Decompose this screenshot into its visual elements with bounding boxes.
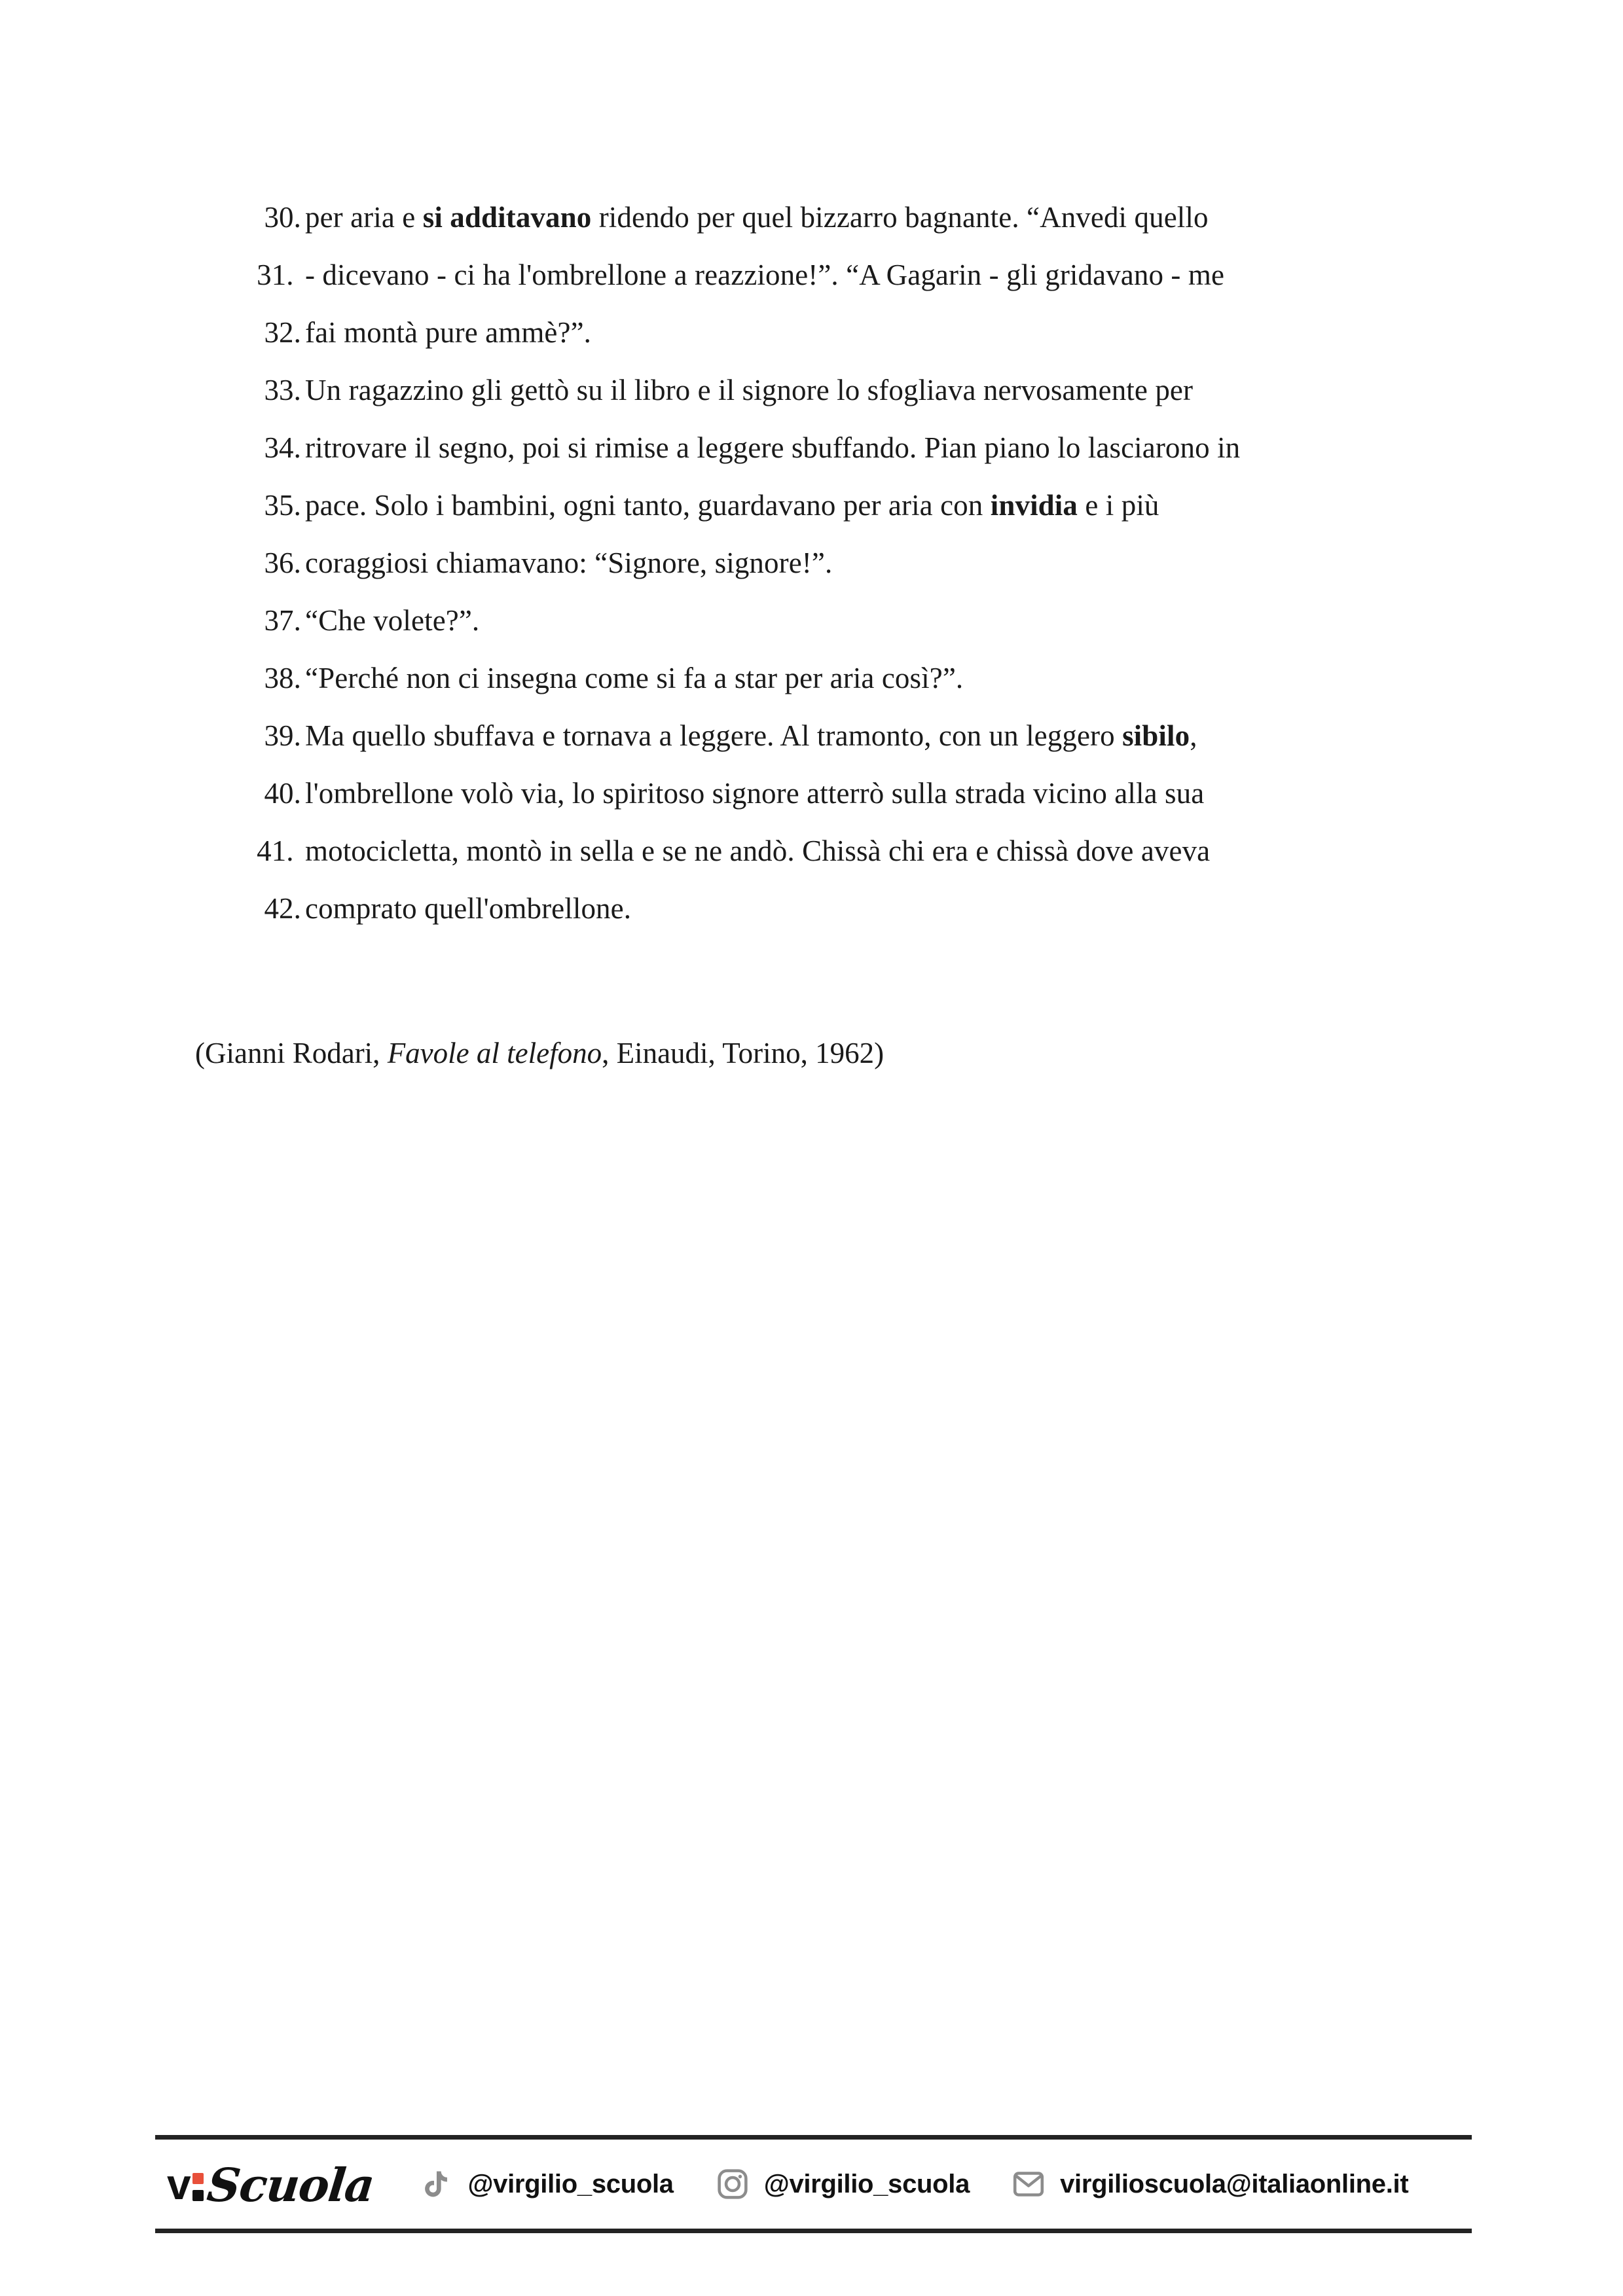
source-attribution [195, 1033, 884, 1073]
line-text-bold: si additavano [422, 201, 592, 234]
line-text-pre: fai montà pure ammè?”. [305, 316, 591, 349]
attribution-title: Favole al telefono [387, 1037, 602, 1069]
passage-line [236, 592, 1440, 649]
passage-line [236, 419, 1440, 476]
tiktok-icon [418, 2166, 454, 2202]
passage-line [236, 822, 1440, 880]
contact-instagram[interactable] [714, 2166, 970, 2202]
virgilio-scuola-logo [167, 2158, 376, 2212]
line-number: 33. [264, 374, 301, 406]
line-text-pre: motocicletta, montò in sella e se ne andò. Chissà chi era e chissà dove aveva [305, 834, 1211, 867]
attribution-prefix: (Gianni Rodari, [195, 1037, 388, 1069]
line-text-post: e i più [1078, 489, 1159, 522]
line-number: 31. [257, 259, 301, 291]
envelope-icon [1010, 2166, 1047, 2202]
line-text [301, 534, 1440, 592]
line-text [301, 419, 1440, 476]
passage-line [236, 764, 1440, 822]
line-number: 30. [264, 201, 301, 234]
line-number: 36. [264, 547, 301, 579]
line-text [301, 246, 1440, 304]
contact-tiktok[interactable] [418, 2166, 673, 2202]
passage-line [236, 476, 1440, 534]
contact-email[interactable] [1010, 2166, 1408, 2202]
line-text-pre: pace. Solo i bambini, ogni tanto, guardavano per aria con [305, 489, 991, 522]
logo-letter-v: v [167, 2160, 191, 2208]
instagram-icon [714, 2166, 751, 2202]
passage-line [236, 361, 1440, 419]
line-text [301, 304, 1440, 361]
line-text [301, 361, 1440, 419]
passage-line [236, 304, 1440, 361]
line-text-pre: comprato quell'ombrellone. [305, 892, 632, 925]
line-text-pre: “Perché non ci insegna come si fa a star per aria così?”. [305, 662, 964, 694]
line-text-pre: coraggiosi chiamavano: “Signore, signore!”. [305, 547, 833, 579]
line-number: 40. [264, 777, 301, 810]
line-number: 39. [264, 719, 301, 752]
line-text [301, 592, 1440, 649]
line-number: 32. [264, 316, 301, 349]
logo-colon-dot-bottom [192, 2190, 204, 2201]
footer-rule-bottom [155, 2229, 1472, 2233]
attribution-suffix: , Einaudi, Torino, 1962) [602, 1037, 884, 1069]
footer-rule-top [155, 2135, 1472, 2140]
line-number: 37. [264, 604, 301, 637]
line-text-pre: - dicevano - ci ha l'ombrellone a reazzione!”. “A Gagarin - gli gridavano - me [305, 259, 1225, 291]
passage-line [236, 246, 1440, 304]
passage-line [236, 649, 1440, 707]
passage-line [236, 188, 1440, 246]
line-number: 41. [257, 834, 301, 867]
footer-content [155, 2140, 1472, 2229]
logo-colon-dot-top [192, 2173, 204, 2184]
line-text [301, 188, 1440, 246]
line-number: 34. [264, 431, 301, 464]
line-text [301, 476, 1440, 534]
line-text-post: , [1190, 719, 1197, 752]
line-text-pre: Ma quello sbuffava e tornava a leggere. Al tramonto, con un leggero [305, 719, 1123, 752]
line-text-pre: l'ombrellone volò via, lo spiritoso signore atterrò sulla strada vicino alla sua [305, 777, 1205, 810]
page-footer [155, 2135, 1472, 2233]
line-number: 38. [264, 662, 301, 694]
logo-wordmark: Scuola [204, 2158, 376, 2212]
contact-label-tiktok: @virgilio_scuola [467, 2170, 674, 2198]
line-text [301, 822, 1440, 880]
line-text-pre: per aria e [305, 201, 423, 234]
line-text-bold: sibilo [1122, 719, 1190, 752]
line-text-bold: invidia [990, 489, 1078, 522]
line-number: 35. [264, 489, 301, 522]
contact-label-email: virgilioscuola@italiaonline.it [1060, 2170, 1409, 2198]
line-text-pre: ritrovare il segno, poi si rimise a leggere sbuffando. Pian piano lo lasciarono in [305, 431, 1241, 464]
passage-line [236, 880, 1440, 937]
line-text [301, 649, 1440, 707]
line-text-pre: Un ragazzino gli gettò su il libro e il signore lo sfogliava nervosamente per [305, 374, 1194, 406]
passage-line [236, 707, 1440, 764]
passage-line [236, 534, 1440, 592]
line-text [301, 764, 1440, 822]
line-text-post: ridendo per quel bizzarro bagnante. “Anvedi quello [591, 201, 1209, 234]
logo-colon-icon [192, 2173, 204, 2201]
numbered-passage [236, 188, 1440, 937]
contact-label-instagram: @virgilio_scuola [763, 2170, 970, 2198]
line-text [301, 880, 1440, 937]
line-text-pre: “Che volete?”. [305, 604, 480, 637]
line-text [301, 707, 1440, 764]
line-number: 42. [264, 892, 301, 925]
